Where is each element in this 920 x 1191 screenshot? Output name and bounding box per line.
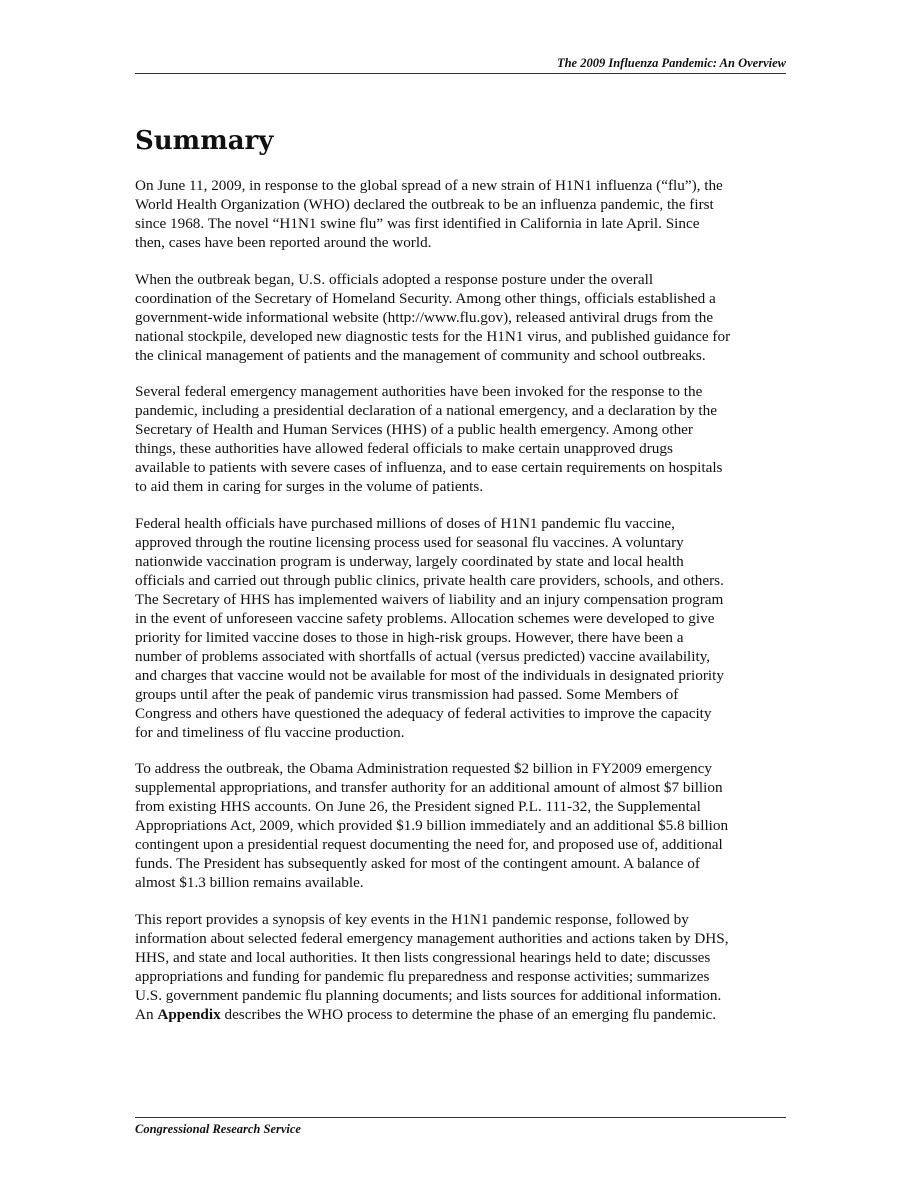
text-line: supplemental appropriations, and transfer authority for an additional amount of almost $7 billion [135, 779, 723, 796]
text-line: government-wide informational website (http://www.flu.gov), released antiviral drugs from the [135, 308, 714, 326]
text-line: To address the outbreak, the Obama Administration requested $2 billion in FY2009 emergency [135, 760, 712, 777]
text-line: Federal health officials have purchased millions of doses of H1N1 pandemic flu vaccine, [135, 514, 675, 532]
text-line: World Health Organization (WHO) declared the outbreak to be an influenza pandemic, the first [135, 196, 714, 213]
text-line: almost $1.3 billion remains available. [135, 874, 364, 891]
text-line: since 1968. The novel “H1N1 swine flu” was first identified in California in late April. Since [135, 215, 700, 232]
line-prefix: An [135, 1005, 158, 1023]
text-line: available to patients with severe cases of influenza, and to ease certain requirements on hospitals [135, 459, 723, 476]
running-head-title: The 2009 Influenza Pandemic: An Overview [556, 56, 786, 70]
section-heading: Summary [135, 126, 274, 156]
text-line: contingent upon a presidential request documenting the need for, and proposed use of, additional [135, 836, 723, 853]
paragraph-report-overview [135, 910, 786, 1024]
text-line: approved through the routine licensing process used for seasonal flu vaccines. A voluntary [135, 533, 684, 551]
footer-publisher: Congressional Research Service [135, 1122, 301, 1136]
text-line: Secretary of Health and Human Services (HHS) of a public health emergency. Among other [135, 421, 693, 438]
text-line: priority for limited vaccine doses to those in high-risk groups. However, there have been a [135, 628, 684, 646]
text-line: HHS, and state and local authorities. It then lists congressional hearings held to date; discusses [135, 948, 711, 966]
text-line: On June 11, 2009, in response to the global spread of a new strain of H1N1 influenza (“flu”), the [135, 177, 723, 194]
text-line: U.S. government pandemic flu planning documents; and lists sources for additional information. [135, 986, 722, 1004]
text-line: the clinical management of patients and the management of community and school outbreaks. [135, 346, 706, 364]
text-line: things, these authorities have allowed federal officials to make certain unapproved drugs [135, 440, 673, 457]
paragraph-outbreak [135, 176, 786, 252]
text-line: number of problems associated with shortfalls of actual (versus predicted) vaccine availability, [135, 647, 711, 665]
text-line: appropriations and funding for pandemic flu preparedness and response activities; summarizes [135, 967, 710, 985]
text-line: funds. The President has subsequently asked for most of the contingent amount. A balance of [135, 855, 700, 872]
footer-rule [135, 1117, 786, 1118]
text-line: Congress and others have questioned the adequacy of federal activities to improve the capacity [135, 704, 712, 722]
text-line: national stockpile, developed new diagnostic tests for the H1N1 virus, and published guidance for [135, 327, 731, 345]
text-line: to aid them in caring for surges in the volume of patients. [135, 478, 484, 495]
appendix-term: Appendix [157, 1005, 221, 1023]
header-rule [135, 73, 786, 74]
summary-body [135, 176, 786, 1041]
paragraph-appropriations [135, 759, 786, 892]
paragraph-response-posture [135, 270, 786, 365]
text-line: in the event of unforeseen vaccine safety problems. Allocation schemes were developed to give [135, 609, 715, 627]
text-line: officials and carried out through public clinics, private health care providers, schools, and others. [135, 571, 724, 589]
text-line: for and timeliness of flu vaccine production. [135, 723, 405, 741]
text-line: then, cases have been reported around the world. [135, 234, 432, 251]
text-line: The Secretary of HHS has implemented waivers of liability and an injury compensation program [135, 590, 724, 608]
paragraph-emergency-authorities [135, 382, 786, 496]
text-line: and charges that vaccine would not be available for most of the individuals in designated priority [135, 666, 724, 684]
text-line: This report provides a synopsis of key events in the H1N1 pandemic response, followed by [135, 910, 689, 928]
text-line: pandemic, including a presidential declaration of a national emergency, and a declaration by the [135, 402, 717, 419]
text-line: Appropriations Act, 2009, which provided $1.9 billion immediately and an additional $5.8 billion [135, 817, 729, 834]
text-line: groups until after the peak of pandemic virus transmission had passed. Some Members of [135, 685, 679, 703]
text-line: from existing HHS accounts. On June 26, the President signed P.L. 111-32, the Supplemental [135, 798, 701, 815]
text-line: information about selected federal emergency management authorities and actions taken by DHS, [135, 929, 729, 947]
paragraph-vaccine [135, 514, 786, 742]
text-line: Several federal emergency management authorities have been invoked for the response to the [135, 383, 703, 400]
line-suffix: describes the WHO process to determine the phase of an emerging flu pandemic. [220, 1005, 717, 1023]
text-line: coordination of the Secretary of Homeland Security. Among other things, officials established a [135, 289, 716, 307]
text-line: nationwide vaccination program is underway, largely coordinated by state and local health [135, 552, 684, 570]
text-line: When the outbreak began, U.S. officials adopted a response posture under the overall [135, 270, 654, 288]
text-line-appendix [135, 1005, 786, 1024]
